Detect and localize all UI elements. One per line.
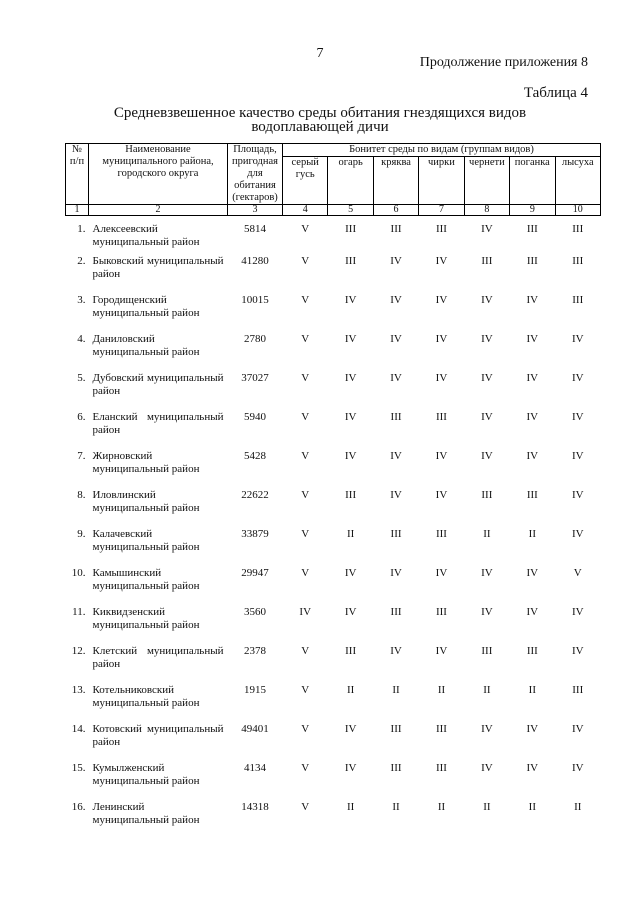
bonitet-value: V (301, 371, 310, 384)
column-index: 10 (555, 205, 600, 216)
habitat-area: 5940 (244, 410, 266, 423)
habitat-area: 2378 (244, 644, 266, 657)
bonitet-value: IV (526, 293, 539, 306)
district-name: Иловлинский муниципальный район (92, 488, 200, 514)
bonitet-value: IV (481, 449, 493, 462)
bonitet-value: IV (571, 371, 584, 384)
bonitet-value: IV (481, 371, 493, 384)
bonitet-value: IV (526, 722, 539, 735)
row-number: 7. (77, 449, 86, 462)
bonitet-value: III (435, 223, 447, 235)
bonitet-value: V (573, 566, 582, 579)
district-name: Калачевский муниципальный район (92, 527, 200, 553)
bonitet-value: III (390, 761, 402, 774)
bonitet-value: IV (344, 566, 357, 579)
habitat-area: 49401 (241, 722, 269, 735)
bonitet-value: IV (344, 605, 357, 618)
bonitet-value: III (572, 293, 584, 306)
bonitet-value: IV (481, 223, 493, 235)
bonitet-value: IV (571, 449, 584, 462)
bonitet-value: III (526, 254, 538, 267)
bonitet-value: II (392, 800, 400, 813)
bonitet-value: IV (390, 371, 402, 384)
bonitet-value: V (301, 488, 310, 501)
habitat-area: 5428 (244, 449, 266, 462)
bonitet-value: IV (481, 566, 493, 579)
bonitet-value: III (435, 410, 447, 423)
table-row (66, 762, 601, 801)
bonitet-value: IV (390, 566, 402, 579)
bonitet-value: V (301, 223, 310, 235)
row-number: 9. (77, 527, 86, 540)
bonitet-value: II (346, 683, 355, 696)
row-number: 10. (71, 566, 86, 579)
bonitet-value: IV (435, 644, 448, 657)
bonitet-value: IV (571, 605, 584, 618)
row-number: 2. (77, 254, 86, 267)
bonitet-value: IV (344, 761, 357, 774)
habitat-area: 14318 (241, 800, 269, 813)
column-index: 2 (89, 205, 228, 216)
bonitet-value: IV (435, 449, 448, 462)
habitat-area: 33879 (241, 527, 269, 540)
bonitet-value: II (483, 527, 491, 540)
district-name: Киквидзенский муниципальный район (92, 605, 200, 631)
table-row (66, 645, 601, 684)
bonitet-value: V (301, 566, 310, 579)
bonitet-value: IV (571, 488, 584, 501)
bonitet-value: IV (481, 722, 493, 735)
header-name: Наименование муниципального района, городского округа (89, 144, 228, 205)
header-num: № п/п (66, 144, 89, 205)
bonitet-value: IV (571, 410, 584, 423)
bonitet-value: V (301, 332, 310, 345)
habitat-area: 4134 (244, 761, 266, 774)
bonitet-value: IV (390, 254, 402, 267)
bonitet-value: IV (571, 527, 584, 540)
habitat-area: 29947 (241, 566, 269, 579)
habitat-area: 1915 (244, 683, 266, 696)
bonitet-value: IV (435, 566, 448, 579)
bonitet-value: II (392, 683, 400, 696)
district-name: Камышинский муниципальный район (92, 566, 200, 592)
table-title (100, 106, 540, 134)
page-number: 7 (316, 46, 324, 61)
table-row (66, 528, 601, 567)
bonitet-value: II (528, 527, 536, 540)
bonitet-value: III (390, 410, 402, 423)
title-line-2: водоплавающей дичи (251, 119, 389, 135)
header-species: огарь (328, 157, 373, 205)
bonitet-value: IV (526, 332, 539, 345)
table-row (66, 333, 601, 372)
bonitet-value: V (301, 722, 310, 735)
row-number: 15. (71, 761, 86, 774)
title-line-1: Средневзвешенное качество среды обитания гнездящихся видов (113, 105, 527, 121)
column-index-row (66, 205, 601, 216)
bonitet-value: IV (299, 605, 312, 618)
bonitet-value: III (572, 683, 584, 696)
header-area: Площадь, пригодная для обитания (гектаров) (228, 144, 283, 205)
bonitet-value: V (301, 449, 310, 462)
table-row (66, 255, 601, 294)
row-number: 14. (71, 722, 86, 735)
habitat-area: 10015 (241, 293, 269, 306)
header-bonitet-group: Бонитет среды по видам (группам видов) (283, 144, 601, 157)
table-row (66, 489, 601, 528)
table-row (66, 216, 601, 255)
habitat-area: 2780 (244, 332, 266, 345)
bonitet-value: IV (344, 371, 357, 384)
table-row (66, 411, 601, 450)
bonitet-value: IV (481, 761, 493, 774)
district-name: Алексеевский муниципальный район (92, 223, 200, 248)
bonitet-value: V (301, 254, 310, 267)
bonitet-value: IV (390, 488, 402, 501)
bonitet-value: IV (435, 488, 448, 501)
bonitet-value: III (390, 605, 402, 618)
header-species: поганка (510, 157, 555, 205)
bonitet-value: V (301, 761, 310, 774)
bonitet-value: II (483, 683, 491, 696)
column-index: 6 (373, 205, 418, 216)
bonitet-value: V (301, 644, 310, 657)
bonitet-value: IV (526, 761, 539, 774)
habitat-area: 41280 (241, 254, 269, 267)
bonitet-value: IV (435, 293, 448, 306)
bonitet-value: II (437, 683, 446, 696)
bonitet-value: IV (390, 644, 402, 657)
bonitet-value: III (526, 488, 538, 501)
table-row (66, 723, 601, 762)
district-name: Ленинский муниципальный район (92, 800, 200, 826)
district-name: Дубовский муниципальный район (92, 371, 224, 397)
table-row (66, 567, 601, 606)
bonitet-value: II (483, 800, 491, 813)
row-number: 8. (77, 488, 86, 501)
bonitet-value: IV (571, 761, 584, 774)
district-name: Клетский муниципальный район (92, 644, 224, 670)
header-species: кряква (373, 157, 418, 205)
habitat-area: 5814 (244, 223, 266, 235)
district-name: Котовский муниципальный район (92, 722, 224, 748)
row-number: 6. (77, 410, 86, 423)
row-number: 11. (72, 605, 86, 618)
bonitet-value: IV (481, 293, 493, 306)
column-index: 5 (328, 205, 373, 216)
row-number: 3. (77, 293, 86, 306)
column-index: 9 (510, 205, 555, 216)
row-number: 4. (77, 332, 86, 345)
bonitet-value: IV (390, 293, 402, 306)
column-index: 8 (464, 205, 509, 216)
bonitet-value: III (526, 223, 538, 235)
habitat-area: 3560 (244, 605, 266, 618)
bonitet-value: II (528, 683, 536, 696)
habitat-area: 22622 (241, 488, 269, 501)
bonitet-value: III (390, 527, 402, 540)
bonitet-value: IV (435, 371, 448, 384)
header-species: чирки (419, 157, 464, 205)
bonitet-value: IV (390, 332, 402, 345)
table-row (66, 372, 601, 411)
bonitet-value: V (301, 683, 310, 696)
bonitet-value: III (345, 223, 357, 235)
bonitet-value: IV (571, 332, 584, 345)
bonitet-value: III (435, 722, 447, 735)
bonitet-value: IV (481, 332, 493, 345)
bonitet-value: III (390, 223, 402, 235)
table-row (66, 606, 601, 645)
column-index: 3 (228, 205, 283, 216)
row-number: 12. (71, 644, 86, 657)
bonitet-value: II (574, 800, 582, 813)
bonitet-value: IV (435, 332, 448, 345)
table-row (66, 801, 601, 840)
bonitet-value: III (481, 644, 493, 657)
bonitet-value: V (301, 800, 310, 813)
table-number: Таблица 4 (523, 85, 588, 101)
bonitet-value: III (526, 644, 538, 657)
district-name: Жирновский муниципальный район (92, 449, 200, 475)
bonitet-value: IV (344, 332, 357, 345)
bonitet-value: II (346, 800, 355, 813)
header-species: лысуха (555, 157, 600, 205)
appendix-continuation: Продолжение приложения 8 (419, 55, 588, 70)
bonitet-value: V (301, 410, 310, 423)
row-number: 1. (77, 223, 86, 235)
district-name: Быковский муниципальный район (92, 254, 224, 280)
column-index: 4 (283, 205, 328, 216)
bonitet-value: IV (344, 449, 357, 462)
district-name: Даниловский муниципальный район (92, 332, 200, 358)
bonitet-value: III (435, 605, 447, 618)
bonitet-value: V (301, 527, 310, 540)
bonitet-value: IV (526, 605, 539, 618)
row-number: 16. (71, 800, 86, 813)
bonitet-value: III (345, 254, 357, 267)
bonitet-value: IV (526, 371, 539, 384)
bonitet-value: III (572, 254, 584, 267)
header-species: серый гусь (283, 157, 328, 205)
bonitet-value: IV (435, 254, 448, 267)
bonitet-value: IV (481, 605, 493, 618)
bonitet-value: III (435, 527, 447, 540)
table-row (66, 450, 601, 489)
column-index: 7 (419, 205, 464, 216)
bonitet-value: IV (526, 566, 539, 579)
bonitet-value: II (437, 800, 446, 813)
table-body (66, 216, 601, 840)
table-row (66, 684, 601, 723)
row-number: 5. (77, 371, 86, 384)
bonitet-value: III (345, 644, 357, 657)
habitat-quality-table (65, 143, 601, 840)
district-name: Городищенский муниципальный район (92, 293, 200, 319)
bonitet-value: V (301, 293, 310, 306)
bonitet-value: IV (344, 722, 357, 735)
district-name: Еланский муниципальный район (92, 410, 224, 436)
table-row (66, 294, 601, 333)
bonitet-value: IV (571, 722, 584, 735)
bonitet-value: IV (526, 410, 539, 423)
bonitet-value: III (572, 223, 584, 235)
bonitet-value: II (346, 527, 355, 540)
bonitet-value: IV (571, 644, 584, 657)
row-number: 13. (71, 683, 86, 696)
bonitet-value: IV (526, 449, 539, 462)
bonitet-value: III (345, 488, 357, 501)
bonitet-value: IV (344, 410, 357, 423)
district-name: Кумылженский муниципальный район (92, 761, 200, 787)
bonitet-value: II (528, 800, 536, 813)
bonitet-value: III (481, 488, 493, 501)
bonitet-value: IV (344, 293, 357, 306)
bonitet-value: III (390, 722, 402, 735)
bonitet-value: III (435, 761, 447, 774)
bonitet-value: IV (390, 449, 402, 462)
habitat-area: 37027 (241, 371, 269, 384)
header-species: чернети (464, 157, 509, 205)
bonitet-value: IV (481, 410, 493, 423)
bonitet-value: III (481, 254, 493, 267)
column-index: 1 (66, 205, 89, 216)
district-name: Котельниковский муниципальный район (92, 683, 200, 709)
